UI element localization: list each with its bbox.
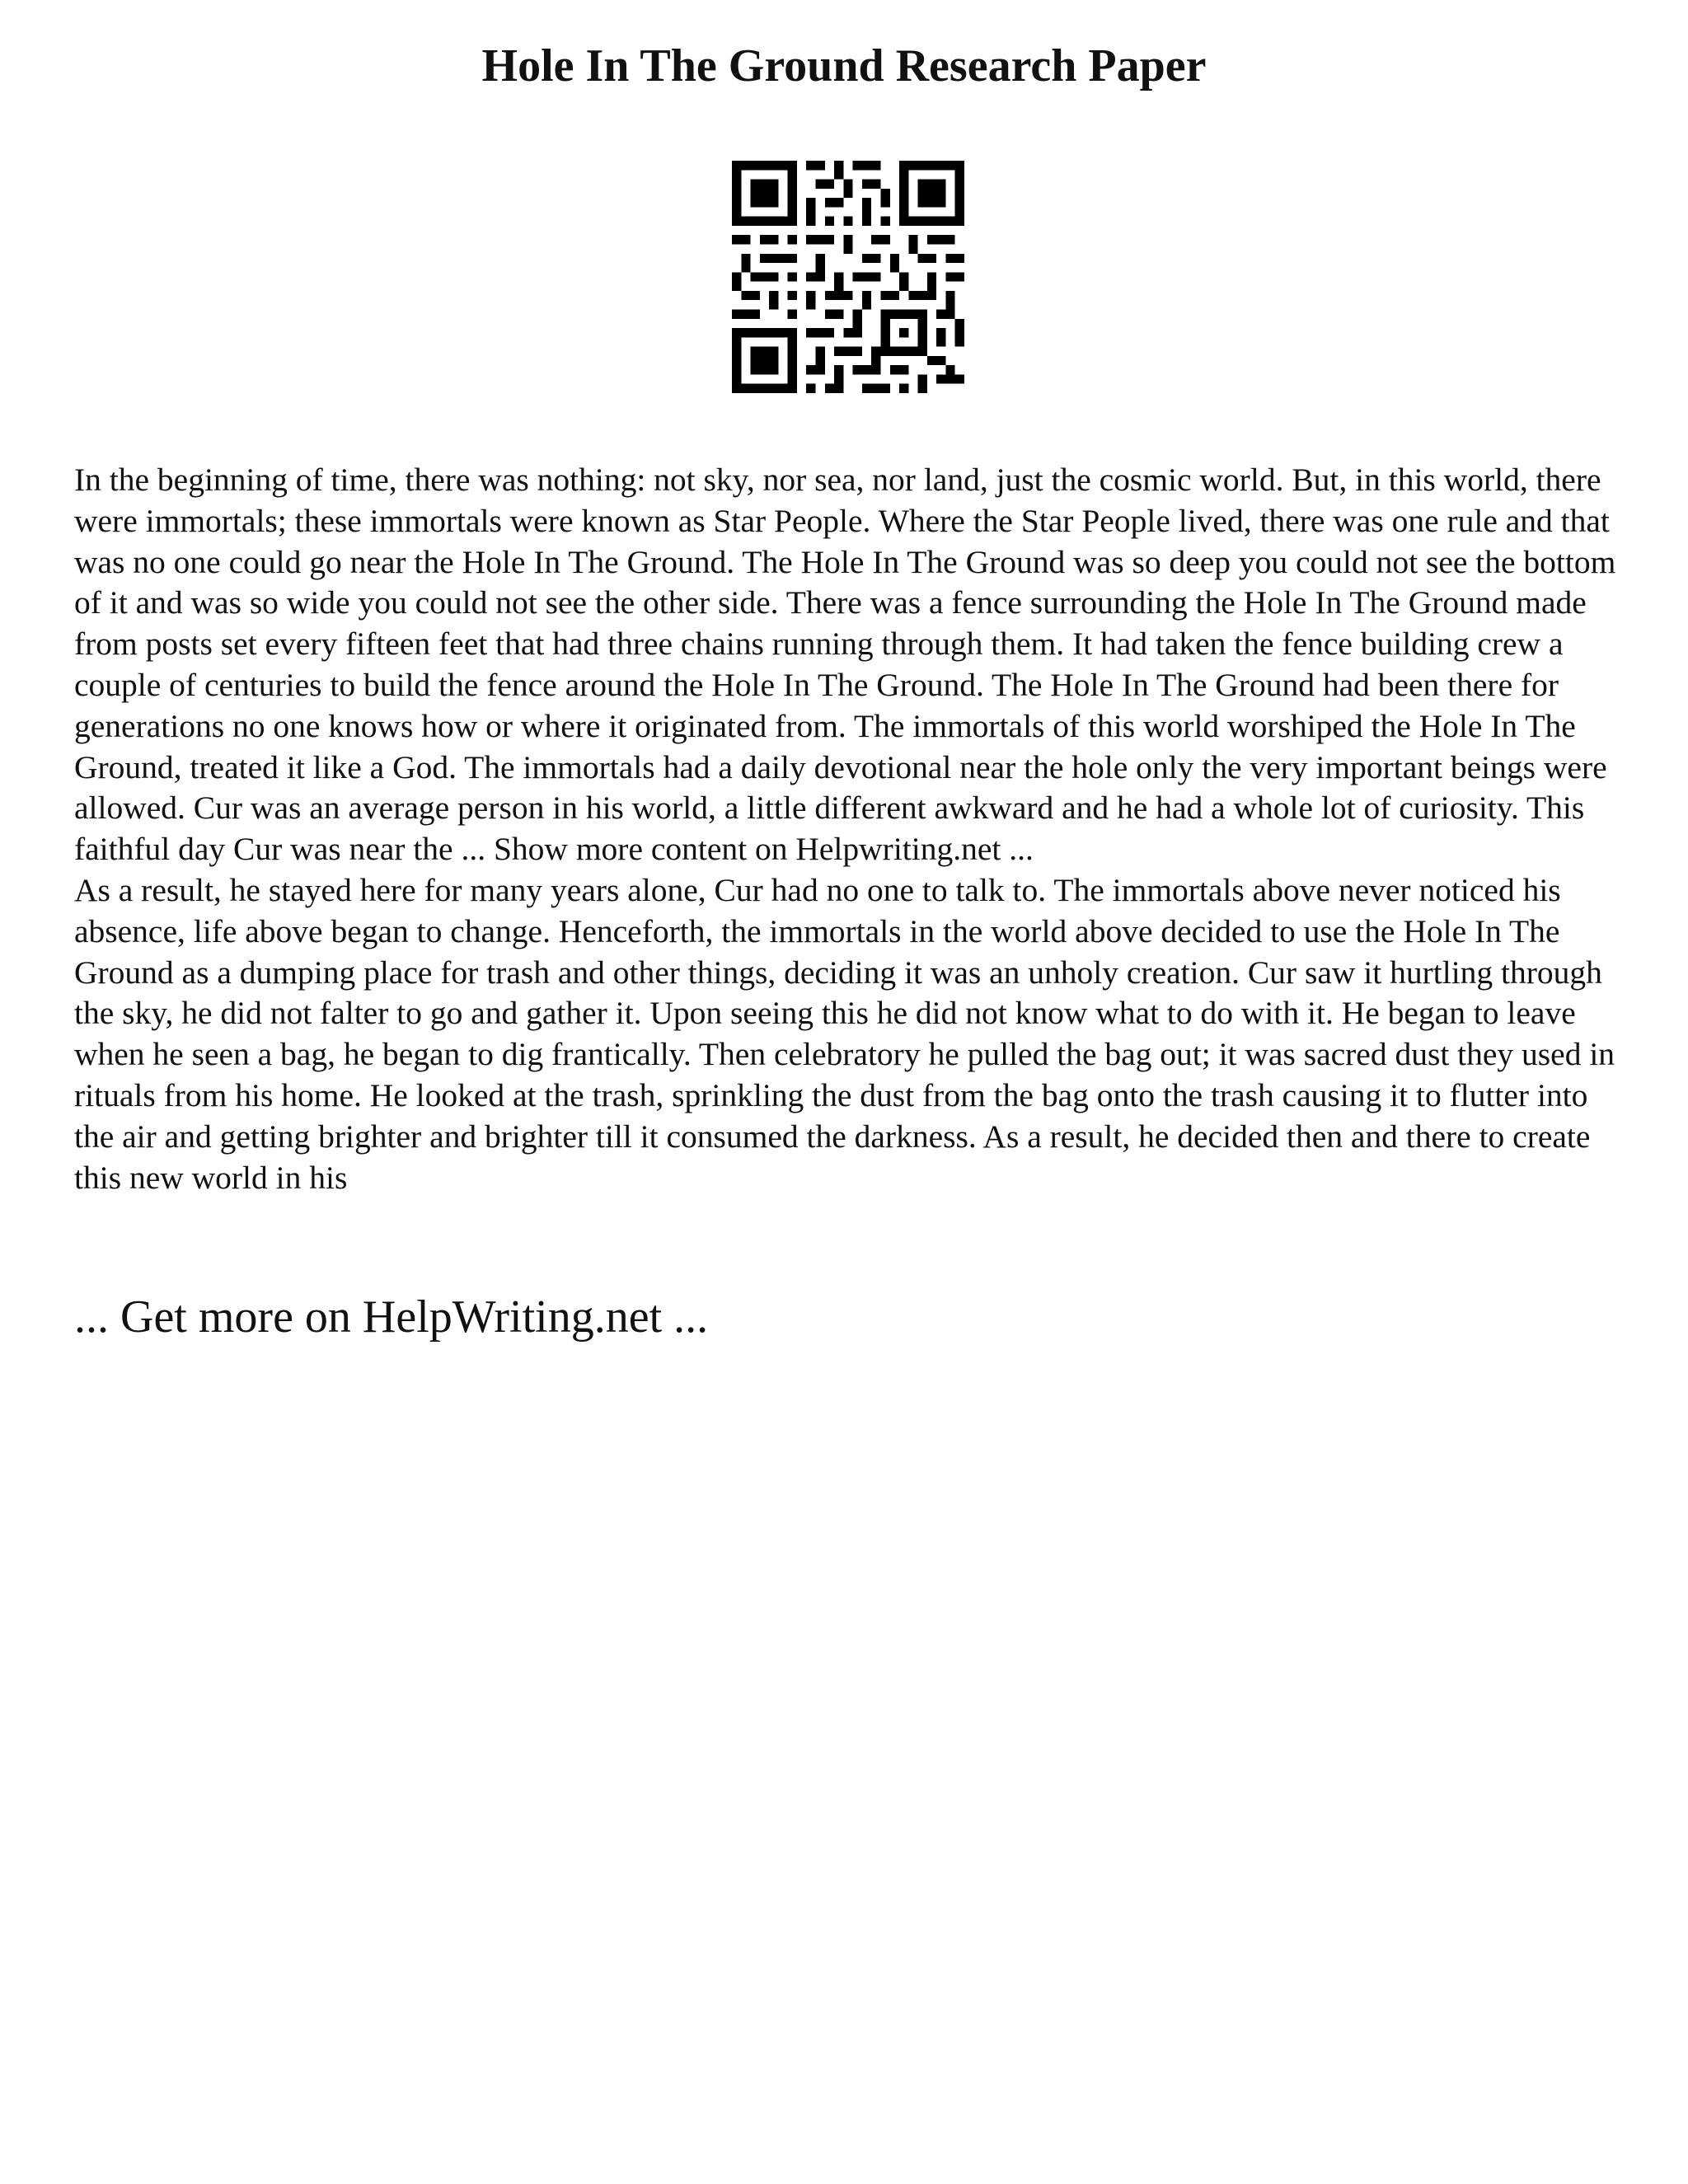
get-more-link[interactable]: ... Get more on HelpWriting.net ... bbox=[74, 1291, 709, 1343]
paragraph-intro: In the beginning of time, there was nothing: not sky, nor sea, nor land, just the cosmic world. But, in this world, there were immortals; these immortals were known as Star People. Where the Star People lived, there was one rule and that was no one could go near the Hole In The Ground. The Hole In The Ground was so deep you could not see the bottom of it and was so wide you could not see the other side. There was a fence surrounding the Hole In The Ground made from posts set every fifteen feet that had three chains running through them. It had taken the fence building crew a couple of centuries to build the fence around the Hole In The Ground. The Hole In The Ground had been there for generations no one knows how or where it originated from. The immortals of this world worshiped the Hole In The Ground, treated it like a God. The immortals had a daily devotional near the hole only the very important beings were allowed. Cur was an average person in his world, a little different awkward and he had a whole lot of curiosity. This faithful day Cur was near the ... Show more content on Helpwriting.net ... bbox=[74, 462, 1616, 868]
document-body bbox=[74, 460, 1624, 1198]
paragraph-continuation: As a result, he stayed here for many years alone, Cur had no one to talk to. The immortals above never noticed his absence, life above began to change. Henceforth, the immortals in the world above decided to use the Hole In The Ground as a dumping place for trash and other things, deciding it was an unholy creation. Cur saw it hurtling through the sky, he did not falter to go and gather it. Upon seeing this he did not know what to do with it. He began to leave when he seen a bag, he began to dig frantically. Then celebratory he pulled the bag out; it was sacred dust they used in rituals from his home. He looked at the trash, sprinkling the dust from the bag onto the trash causing it to flutter into the air and getting brighter and brighter till it consumed the darkness. As a result, he decided then and there to create this new world in his bbox=[74, 871, 1615, 1196]
document-title: Hole In The Ground Research Paper bbox=[481, 40, 1207, 91]
qr-code-icon bbox=[732, 161, 964, 393]
